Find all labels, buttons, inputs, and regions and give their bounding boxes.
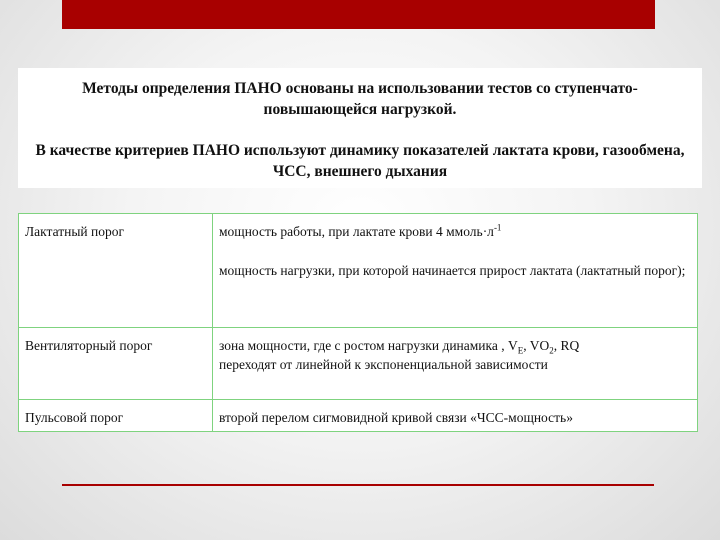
row-label-ventilatory: Вентиляторный порог	[19, 328, 213, 400]
table-row	[19, 400, 698, 432]
intro-criteria-text: В качестве критериев ПАНО используют динамику показателей лактата крови, газообмена, ЧСС, внешнего дыхания	[35, 142, 685, 180]
ventilatory-desc-line1: зона мощности, где с ростом нагрузки динамика , $V_E$, $VO_2$, RQ	[219, 338, 580, 356]
lactate-desc-line2: мощность нагрузки, при которой начинается прирост лактата (лактатный порог);	[219, 263, 686, 278]
row-desc-lactate	[213, 214, 698, 328]
row-desc-ventilatory	[213, 328, 698, 400]
ve-subscript: E	[517, 345, 524, 356]
row-label-pulse: Пульсовой порог	[19, 400, 213, 432]
bottom-divider-line	[62, 484, 654, 486]
table-row	[19, 328, 698, 400]
table-row	[19, 214, 698, 328]
ventilatory-desc-line2: переходят от линейной к экспоненциальной зависимости	[219, 357, 548, 372]
intro-text-box	[18, 68, 702, 188]
lactate-unit-exponent: -1	[493, 222, 502, 233]
row-label-lactate: Лактатный порог	[19, 214, 213, 328]
thresholds-table	[18, 213, 698, 432]
lactate-desc-line1	[219, 222, 691, 241]
vo2-subscript: 2	[549, 345, 554, 356]
top-accent-bar	[62, 0, 655, 29]
lactate-desc-text: мощность работы, при лактате крови 4 ммоль·л	[219, 224, 494, 239]
row-desc-pulse: второй перелом сигмовидной кривой связи «ЧСС-мощность»	[213, 400, 698, 432]
intro-methods-text: Методы определения ПАНО основаны на использовании тестов со ступенчато-повышающейся нагрузкой.	[82, 80, 638, 118]
